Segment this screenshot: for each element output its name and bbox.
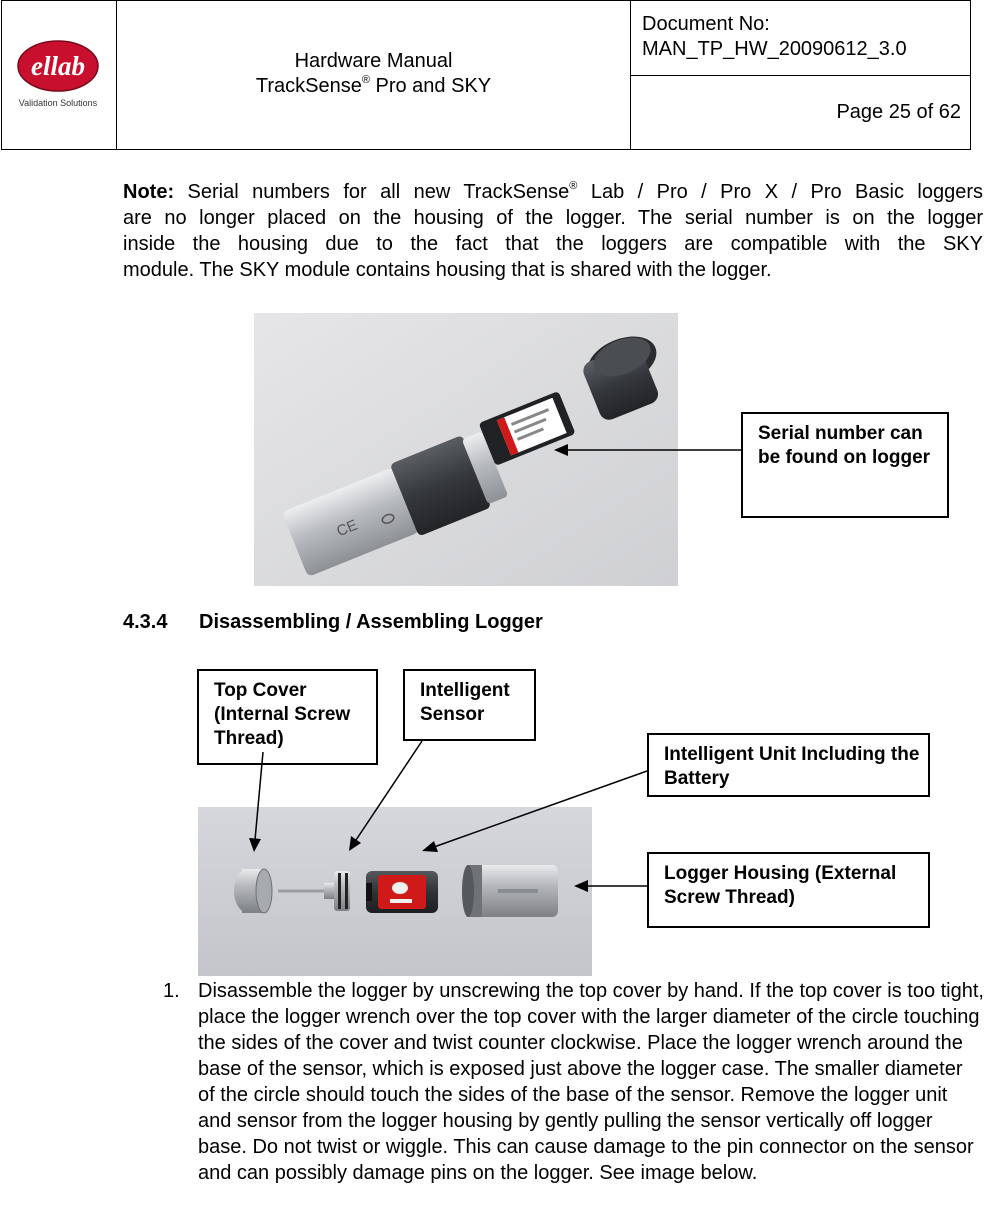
- doc-number-label: Document No:: [642, 13, 770, 35]
- note-line-2: are no longer placed on the housing of the logger. The serial number is on the logger: [123, 207, 983, 229]
- arrow-top-cover: [255, 752, 263, 840]
- doc-number-cell: [631, 1, 971, 76]
- logo-tagline: Validation Solutions: [18, 98, 98, 108]
- ce-mark: CE: [334, 516, 360, 541]
- document-header: [1, 0, 971, 150]
- product-title: TrackSense® Pro and SKY: [255, 74, 492, 97]
- note-line-1: Note: Serial numbers for all new TrackSense® Lab / Pro / Pro X / Pro Basic loggers: [123, 180, 983, 203]
- note-line-4: module. The SKY module contains housing that is shared with the logger.: [123, 259, 772, 281]
- step-number: 1.: [163, 980, 180, 1002]
- callout-top-cover: Top Cover (Internal Screw Thread): [197, 669, 378, 765]
- manual-title: Hardware Manual: [294, 50, 453, 72]
- section-title: Disassembling / Assembling Logger: [199, 611, 543, 633]
- logo-cell: [2, 1, 117, 149]
- arrow-intelligent-unit: [434, 771, 647, 847]
- note-paragraph: [123, 179, 983, 283]
- callout-intelligent-unit: Intelligent Unit Including the Battery: [647, 733, 930, 797]
- callout-logger-housing: Logger Housing (External Screw Thread): [647, 852, 930, 928]
- page-number-cell: [631, 76, 971, 149]
- callout-intelligent-sensor: Intelligent Sensor: [403, 669, 536, 741]
- callout-serial-number: Serial number can be found on logger: [741, 412, 949, 518]
- page-number: Page 25 of 62: [836, 101, 961, 123]
- arrow-logger-housing: [570, 874, 650, 898]
- section-number: 4.3.4: [123, 611, 168, 633]
- note-label: Note:: [123, 181, 175, 203]
- doc-number-value: MAN_TP_HW_20090612_3.0: [642, 38, 907, 60]
- serial-arrow: [550, 436, 745, 466]
- note-line-3: inside the housing due to the fact that the loggers are compatible with the SKY: [123, 233, 983, 255]
- title-cell: [117, 1, 631, 149]
- logo-brand-text: ellab: [31, 51, 85, 81]
- arrow-sensor: [356, 741, 422, 840]
- step-text: Disassemble the logger by unscrewing the top cover by hand. If the top cover is too tight, place the logger wrench over the top cover with the larger diameter of the circle touching the sides of the cover and twist counter clockwise. Place the logger wrench around the base of the sensor, which is exposed just above the logger case. The smaller diameter of the circle should touch the sides of the base of the sensor. Remove the logger unit and sensor from the logger housing by gently pulling the sensor vertically off logger base. Do not twist or wiggle. This can cause damage to the pin connector on the sensor and can possibly damage pins on the logger. See image below.: [198, 980, 984, 1184]
- ellab-logo: [14, 39, 104, 111]
